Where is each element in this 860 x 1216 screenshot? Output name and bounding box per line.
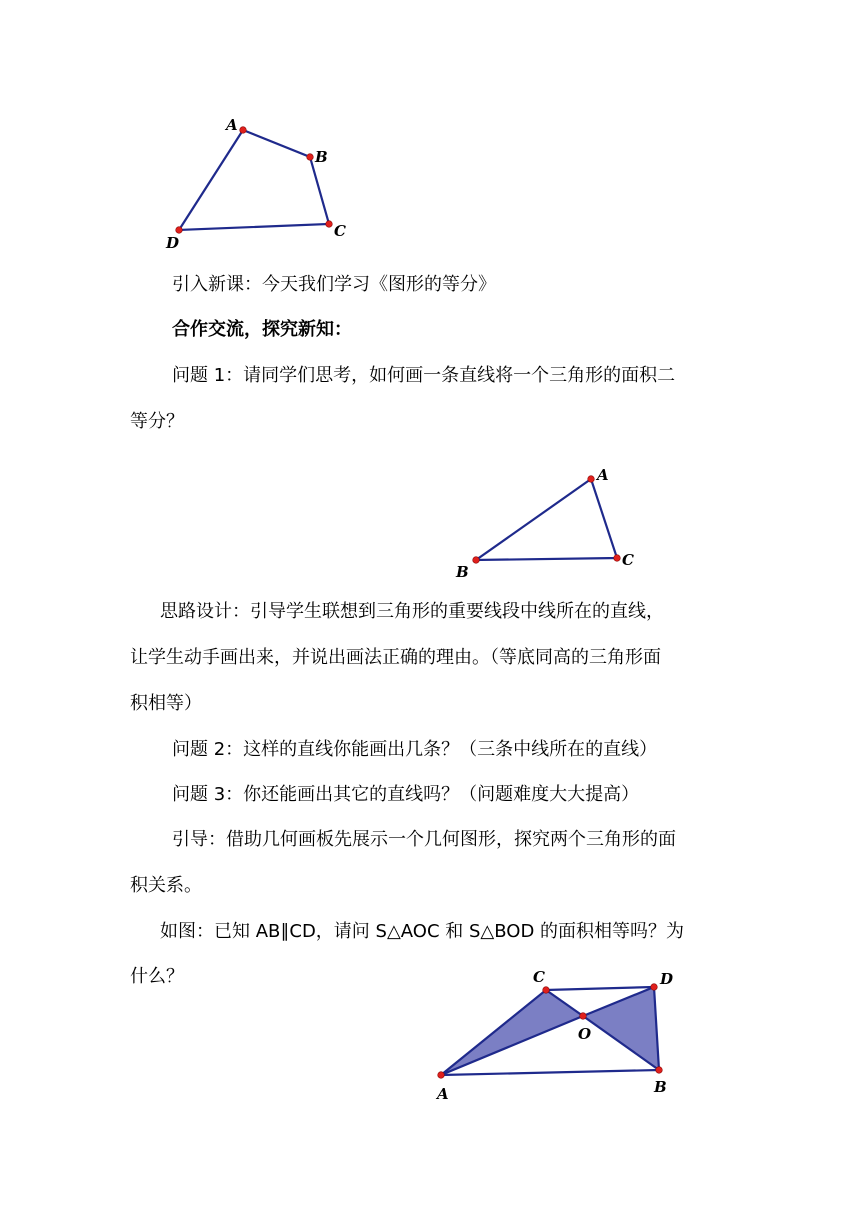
label-b: B xyxy=(654,1078,667,1096)
point-c xyxy=(543,987,550,994)
label-o: O xyxy=(578,1025,592,1043)
guide-line-1: 引导：借助几何画板先展示一个几何图形，探究两个三角形的面 xyxy=(172,829,676,850)
triangle-aoc xyxy=(441,990,583,1075)
quadrilateral-figure xyxy=(0,0,400,260)
design-line-1: 思路设计：引导学生联想到三角形的重要线段中线所在的直线， xyxy=(160,601,664,622)
parallel-lines-figure xyxy=(0,960,860,1110)
example-line-2: 什么？ xyxy=(130,966,184,987)
triangle-figure xyxy=(0,440,860,590)
question-1-line-2: 等分？ xyxy=(130,411,184,432)
point-a xyxy=(588,476,595,483)
segment-cd xyxy=(546,987,654,990)
label-c: C xyxy=(334,222,346,240)
intro-text: 引入新课：今天我们学习《图形的等分》 xyxy=(172,274,496,295)
label-b: B xyxy=(456,563,469,581)
guide-line-2: 积关系。 xyxy=(130,875,202,896)
point-o xyxy=(580,1013,587,1020)
label-c: C xyxy=(533,968,545,986)
point-b xyxy=(656,1067,663,1074)
question-3: 问题 3：你还能画出其它的直线吗？（问题难度大大提高） xyxy=(172,784,640,805)
point-c xyxy=(614,555,621,562)
point-b xyxy=(473,557,480,564)
question-1-line-1: 问题 1：请同学们思考，如何画一条直线将一个三角形的面积二 xyxy=(172,365,676,386)
point-d xyxy=(176,227,183,234)
point-c xyxy=(326,221,333,228)
label-a: A xyxy=(597,466,609,484)
triangle-outline xyxy=(476,479,617,560)
point-a xyxy=(438,1072,445,1079)
point-b xyxy=(307,154,314,161)
quadrilateral-outline xyxy=(179,130,329,230)
question-2: 问题 2：这样的直线你能画出几条？（三条中线所在的直线） xyxy=(172,739,658,760)
label-d: D xyxy=(660,970,674,988)
label-a: A xyxy=(226,116,238,134)
design-line-3: 积相等） xyxy=(130,693,202,714)
triangle-bod xyxy=(583,987,659,1070)
point-a xyxy=(240,127,247,134)
label-d: D xyxy=(166,234,180,252)
label-b: B xyxy=(315,148,328,166)
label-a: A xyxy=(437,1085,449,1103)
design-line-2: 让学生动手画出来，并说出画法正确的理由。（等底同高的三角形面 xyxy=(130,647,661,668)
section-heading: 合作交流，探究新知： xyxy=(172,319,352,340)
example-line-1: 如图：已知 AB∥CD，请问 S△AOC 和 S△BOD 的面积相等吗？为 xyxy=(160,921,685,942)
segment-ab xyxy=(441,1070,659,1075)
label-c: C xyxy=(622,551,634,569)
point-d xyxy=(651,984,658,991)
